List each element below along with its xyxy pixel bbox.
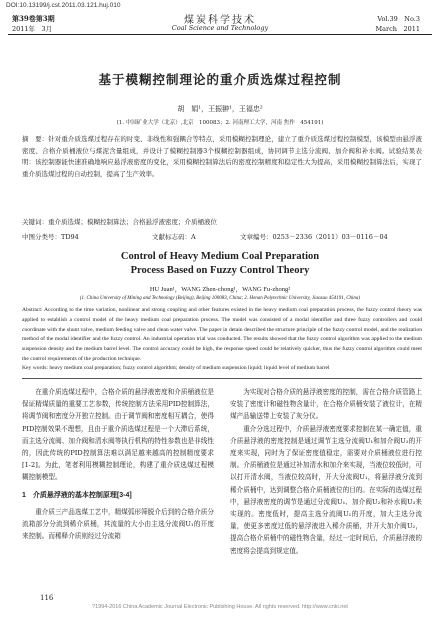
body-paragraph: 重介分选过程中，介质悬浮液密度要求控制在某一确定值，重介质悬浮液的密度控制是通过调节主选分流阀U₁和加介阀U₂的开度来实现，同时为了保证密度值稳定，需要对介质桶液位进行控制。介质桶液位是通过补加清水和加介来实现，当液位较低时，可以打开清水阀，当液位较高时，开大分流阀U₁，将悬浮液分流到稀介质桶中，达到调整合格介质桶液位的目的。在实际的选煤过程中，悬浮液密度的调节是通过分流阀U₁、加介阀U₂和补水阀U₃来实现的。密度低时，提高主选分流阀U₁的开度，加大主选分流量，使更多密度过低的悬浮液进入稀介质桶，并开大加介阀U₂，提高合格介质桶中的磁性物含量，经过一定时间后，介质悬浮液的密度将会提高到规定值。 bbox=[230, 424, 422, 555]
affiliations-en: (1. China University of Mining and Technology (Beijing), Beijing 100083, China; 2. Henan Polytechnic University, Jiaozuo 454191, China) bbox=[79, 296, 361, 301]
body-paragraph: 重介质三产品选煤工艺中，精煤弧形筛脱介后到的合格介质分流箱部分分流到稀介质桶，其流量的大小由主选分流阀U₁的开度来控制。而稀释介质则经过分流箱 bbox=[22, 507, 214, 541]
abstract-en: Abstract: According to the time variation, nonlinear and strong coupling and other features existed in the heavy medium coal preparation process, the fuzzy control theory was applied to establish a control model of the heavy medium coal preparation process. The model was consisted of a modal identifier and three fuzzy controllers and could coordinate with the shunt valve, medium feeding valve and clean water valve. The paper in detain described the structure principle of the fuzzy control model, and the realization method of the modal identifier and the fuzzy control. An industrial operation trial was conducted. The results showed that the fuzzy control algorithm was applied to the medium suspension density and the medium barrel level. The control accuracy could be high, the response speed could be relatively quicker, thus the fuzzy control algorithm could meet the control requirements of the production technique. bbox=[22, 307, 422, 362]
paper-title-cn: 基于模糊控制理论的重介质选煤过程控制 bbox=[98, 72, 342, 87]
keywords-cn: 关键词：重介质选煤；模糊控制算法；合格悬浮液密度；介质桶液位 bbox=[22, 218, 217, 226]
journal-issue-cn: 第39卷第3期 bbox=[12, 14, 55, 23]
authors-en: HU Juan¹，WANG Zhen-chong¹，WANG Fu-zhong² bbox=[149, 286, 291, 293]
body-column-right bbox=[230, 386, 422, 557]
keywords-en: Key words: heavy medium coal preparation; fuzzy control algorithm; density of medium suspension liquid; liquid level of medium barrel bbox=[22, 365, 330, 371]
document-code: 文献标志码：A bbox=[152, 233, 196, 241]
article-number: 文章编号：0253－2336（2011）03－0116－04 bbox=[240, 233, 388, 241]
clc-number: 中图分类号：TD94 bbox=[22, 233, 79, 241]
journal-date-en: March 2011 bbox=[375, 25, 420, 33]
authors-cn: 胡 娟¹，王振翀¹，王福忠² bbox=[177, 105, 263, 113]
paper-title-en bbox=[0, 250, 440, 278]
body-paragraph: 为实现对合格介质的悬浮液密度的控制，需在合格介质管路上安装了密度计和磁性物含量计，在合格介质桶安装了液位计，在精煤产品输送带上安装了灰分仪。 bbox=[230, 388, 422, 421]
paper-title-en-line-2: Process Based on Fuzzy Control Theory bbox=[130, 265, 310, 276]
body-paragraph: 在重介质选煤过程中，合格介质的悬浮液密度和介质桶液位是保证精煤质量的重要工艺参数，传统控制方法采用PID控制算法，将调节阀和密度分开独立控制。由于调节阀和密度相互耦合，使得PID控制效果不理想，且由于重介质选煤过程是一个大滞后系统，而主选分流阀、加介阀和清水阀等执行机构的特性参数也是非线性的，因此传统的PID控制算法难以满足越来越高的控制精度要求[1-2]。为此，笔者利用模糊控制理论，构建了重介质选煤过程模糊控制模型。 bbox=[22, 388, 214, 482]
journal-date-cn: 2011年 3月 bbox=[12, 25, 53, 33]
header-rule bbox=[8, 34, 432, 35]
page-number: 116 bbox=[40, 594, 54, 602]
paper-title-en-line-1: Control of Heavy Medium Coal Preparation bbox=[120, 251, 320, 262]
journal-name-cn: 煤炭科学技术 bbox=[184, 15, 256, 26]
journal-name-en: Coal Science and Technology bbox=[171, 24, 269, 32]
section-heading: 1 介质悬浮液的基本控制原理[3-4] bbox=[22, 491, 132, 499]
journal-volume-en: Vol.39 No.3 bbox=[377, 15, 420, 23]
doi: DOI:10.13199/j.cst.2011.03.121.huj.010 bbox=[6, 2, 121, 9]
copyright-footer: ?1994-2016 China Academic Journal Electronic Publishing House. All rights reserved. http://www.cnki.net bbox=[92, 604, 348, 610]
abstract-cn: 摘 要：针对重介质选煤过程存在的时变、非线性和强耦合等特点，采用模糊控制理论，建立了重介质选煤过程控制模型，该模型由悬浮液密度、合格介质桶液位与煤泥含量组成，并设计了模糊控制器3个模糊控制器组成，协同调节主选分流阀、加介阀和补水阀。试验结果表明：该控制器能快速准确地响应悬浮液密度的变化，采用模糊控制算法后的密度控制精度和稳定性大为提高，采用模糊控制算法后，实现了重介质选煤过程的自动控制，提高了生产效率。 bbox=[22, 135, 422, 178]
affiliations-cn: (1. 中国矿业大学（北京）,北京 100083；2. 河南理工大学，河南 焦作 454191) bbox=[116, 120, 324, 126]
abstract-rule bbox=[22, 378, 422, 379]
body-column-left bbox=[22, 386, 214, 542]
